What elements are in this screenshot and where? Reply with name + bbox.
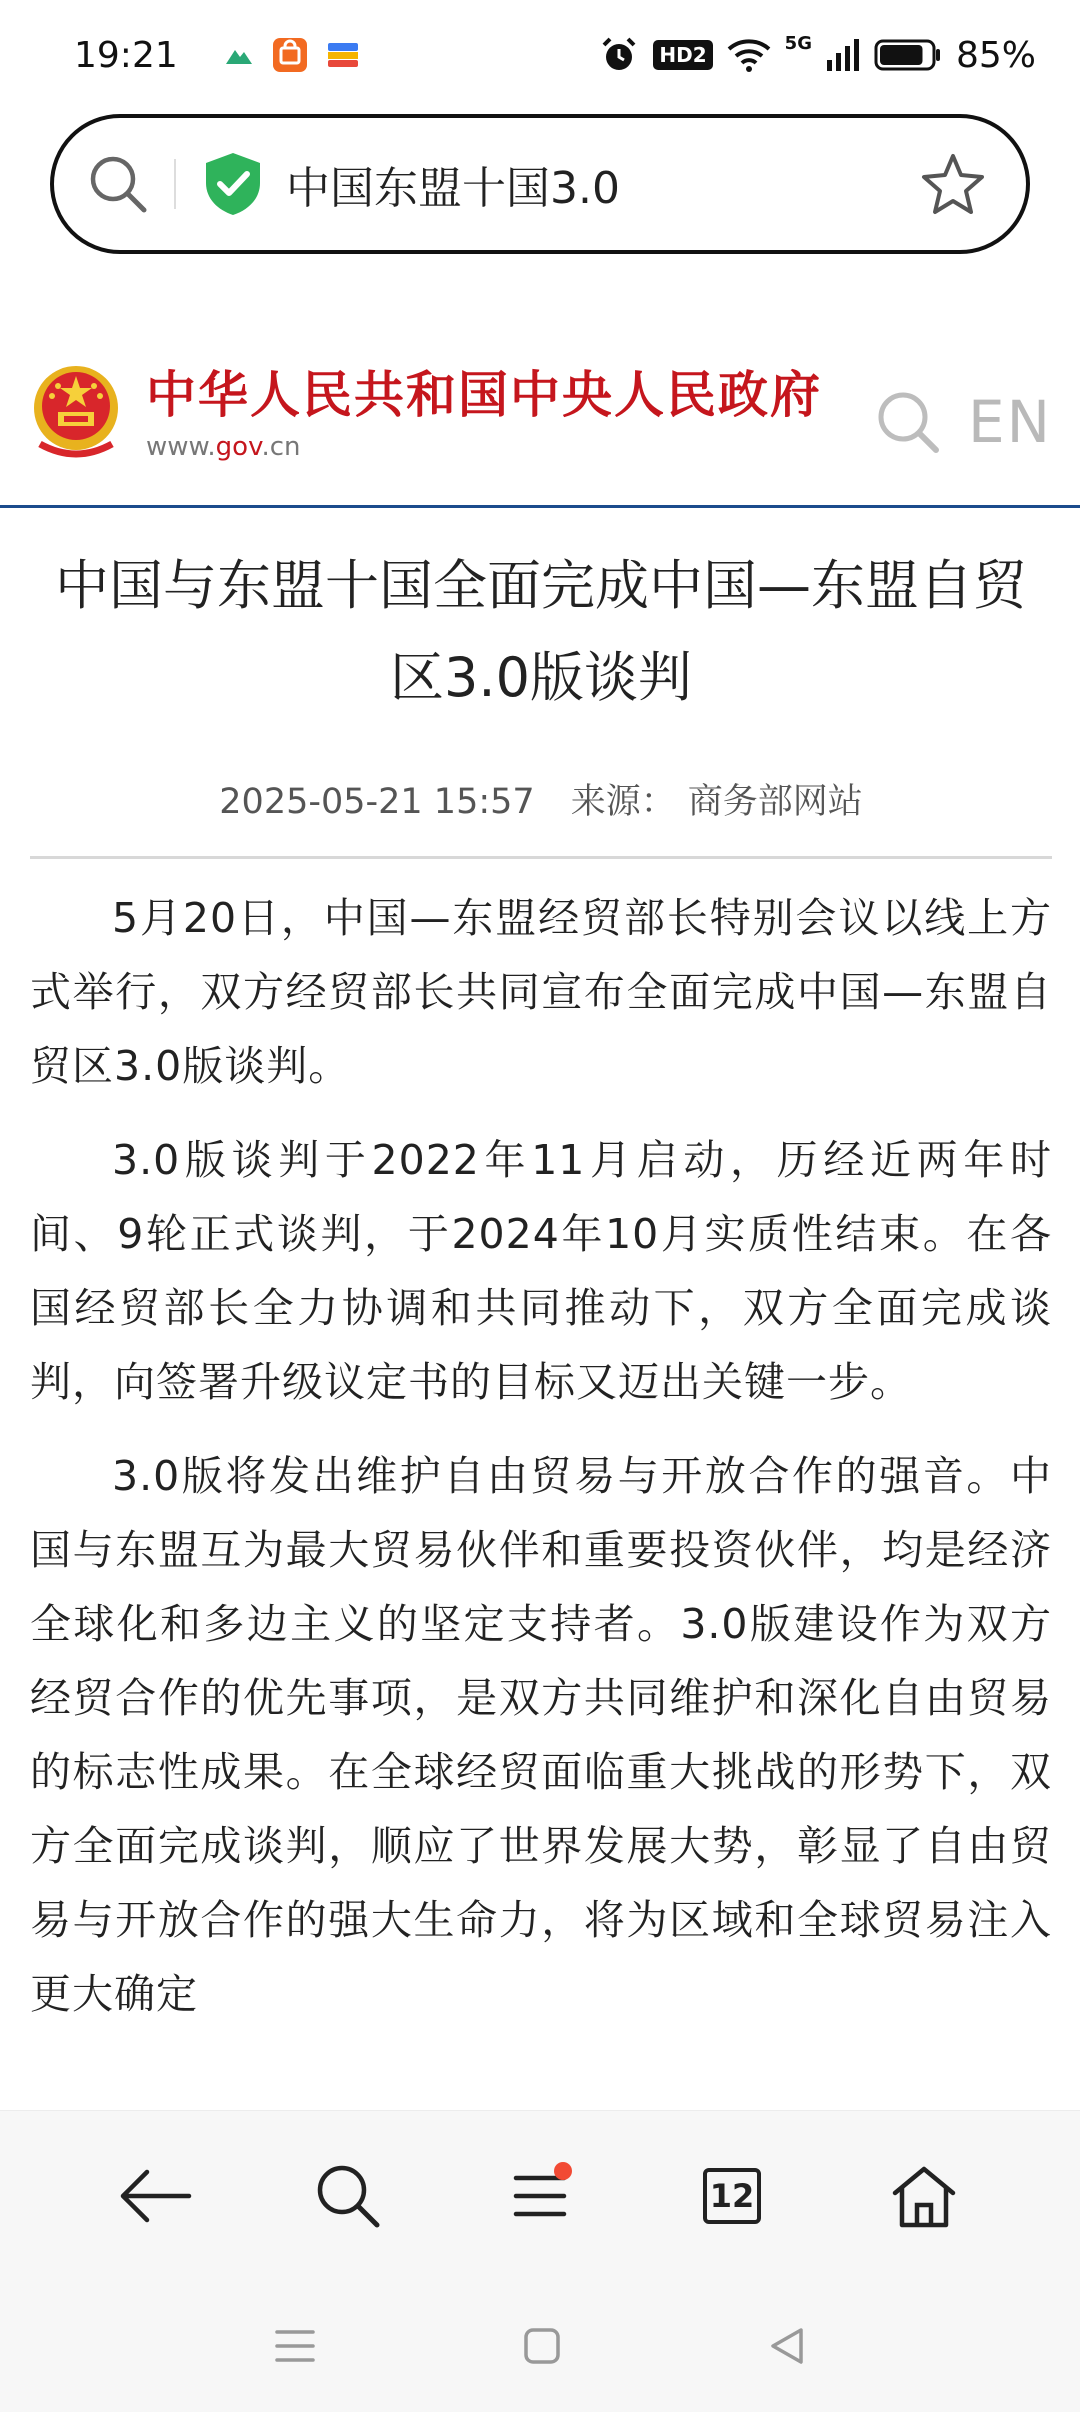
- article: [30, 540, 1052, 2031]
- address-query[interactable]: 中国东盟十国3.0: [286, 163, 620, 214]
- status-time: 19:21: [74, 34, 178, 76]
- back-button[interactable]: [96, 2136, 216, 2256]
- signal-5g-label: 5G: [784, 32, 812, 54]
- article-date: 2025-05-21 15:57: [219, 782, 535, 822]
- tabs-count: 12: [703, 2168, 761, 2224]
- article-source-label: 来源：: [570, 782, 676, 822]
- site-url-suffix: .cn: [261, 432, 301, 462]
- menu-button[interactable]: [480, 2136, 600, 2256]
- site-search-icon[interactable]: [874, 388, 942, 456]
- language-switch-en[interactable]: EN: [967, 388, 1052, 456]
- shield-check-icon[interactable]: [202, 151, 264, 217]
- signal-strength-icon: [826, 38, 860, 72]
- site-title[interactable]: 中华人民共和国中央人民政府: [146, 366, 822, 424]
- home-icon: [889, 2163, 959, 2229]
- browser-toolbar: [0, 2110, 1080, 2280]
- site-url-domain: gov: [215, 432, 262, 462]
- status-bar: [0, 0, 1080, 110]
- wifi-icon: [727, 37, 771, 73]
- battery-percent: 85%: [955, 34, 1036, 76]
- article-title: 中国与东盟十国全面完成中国—东盟自贸区3.0版谈判: [55, 554, 1027, 709]
- recent-apps-icon[interactable]: [273, 2326, 317, 2366]
- system-nav-bar: [0, 2280, 1080, 2412]
- battery-icon: [874, 38, 942, 72]
- article-source[interactable]: 商务部网站: [687, 782, 863, 822]
- article-paragraph: 3.0版将发出维护自由贸易与开放合作的强音。中国与东盟互为最大贸易伙伴和重要投资伙伴，均是经济全球化和多边主义的坚定支持者。3.0版建设作为双方经贸合作的优先事项，是双方共同维护和深化自由贸易的标志性成果。在全球经贸面临重大挑战的形势下，双方全面完成谈判，顺应了世界发展大势，彰显了自由贸易与开放合作的强大生命力，将为区域和全球贸易注入更大确定: [30, 1452, 1052, 2018]
- notification-icons: [224, 37, 360, 73]
- arrow-left-icon: [119, 2166, 193, 2226]
- nav-back-icon[interactable]: [767, 2326, 807, 2366]
- article-meta: [30, 774, 1052, 859]
- article-paragraph: 5月20日，中国—东盟经贸部长特别会议以线上方式举行，双方经贸部长共同宣布全面完成中国—东盟自贸区3.0版谈判。: [30, 894, 1052, 1090]
- address-bar[interactable]: [50, 114, 1030, 254]
- toolbar-search-button[interactable]: [288, 2136, 408, 2256]
- star-bookmark-icon[interactable]: [920, 152, 986, 216]
- tabs-button[interactable]: [672, 2136, 792, 2256]
- site-url-prefix: www.: [146, 432, 216, 462]
- wallet-app-icon: [326, 40, 360, 70]
- national-emblem-icon[interactable]: [30, 360, 122, 464]
- home-button[interactable]: [864, 2136, 984, 2256]
- alarm-icon: [599, 35, 639, 75]
- article-paragraph: 3.0版谈判于2022年11月启动，历经近两年时间、9轮正式谈判，于2024年10月实质性结束。在各国经贸部长全力协调和共同推动下，双方全面完成谈判，向签署升级议定书的目标又迈出关键一步。: [30, 1136, 1052, 1406]
- nav-home-icon[interactable]: [522, 2326, 562, 2366]
- shopping-app-icon: [272, 37, 308, 73]
- status-system-icons: [599, 32, 1036, 76]
- site-header: [0, 340, 1080, 508]
- notification-dot: [554, 2162, 572, 2180]
- address-divider: [174, 159, 176, 209]
- search-icon[interactable]: [86, 152, 150, 216]
- search-icon: [313, 2161, 383, 2231]
- mountain-app-icon: [224, 44, 254, 66]
- hd-badge: HD2: [653, 40, 712, 70]
- site-url[interactable]: [146, 432, 822, 462]
